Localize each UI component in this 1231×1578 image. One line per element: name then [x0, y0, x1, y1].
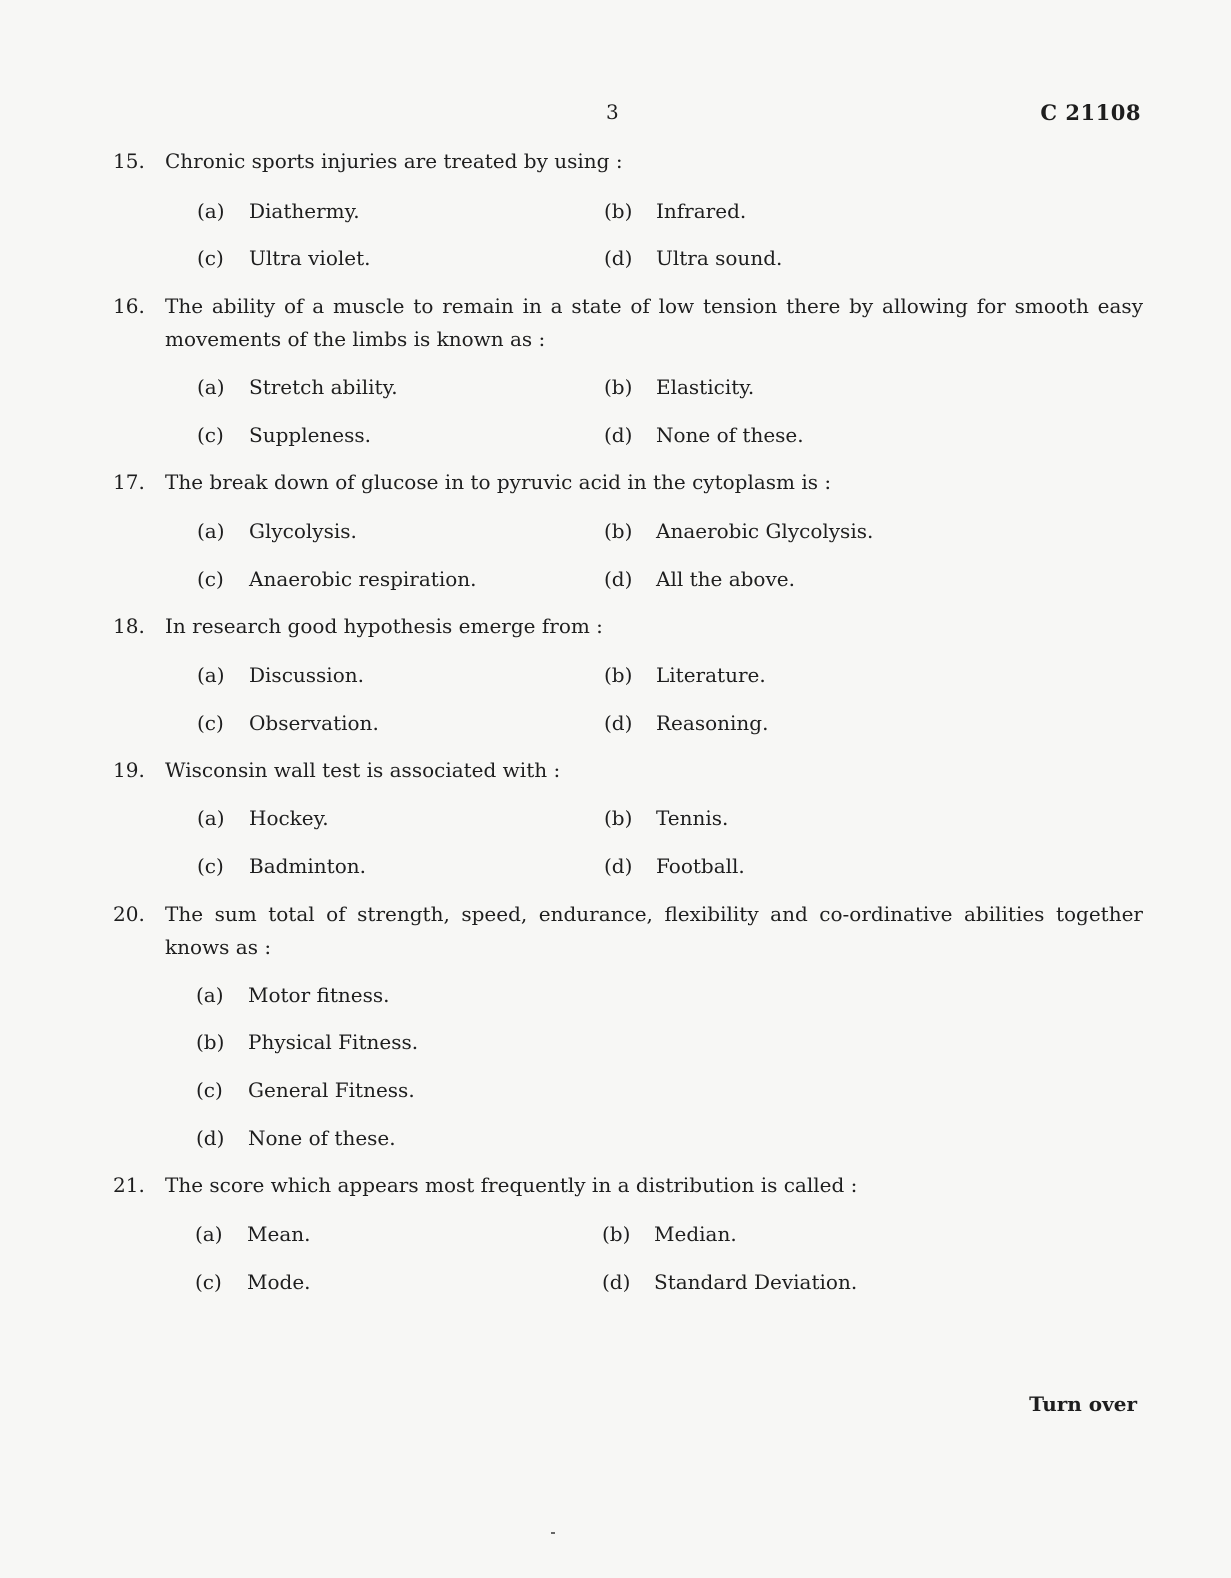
option-b — [604, 805, 728, 831]
option-d — [604, 566, 795, 592]
option-text: Suppleness. — [249, 423, 372, 447]
option-label: (a) — [197, 199, 225, 223]
question-number: 19. — [113, 758, 145, 782]
option-a — [197, 374, 398, 400]
option-c — [197, 710, 379, 736]
option-label: (c) — [197, 567, 224, 591]
option-text: Motor fitness. — [248, 983, 390, 1007]
option-label: (c) — [196, 1078, 223, 1102]
option-b — [604, 662, 766, 688]
option-label: (c) — [197, 246, 224, 270]
option-text: Hockey. — [249, 806, 329, 830]
option-text: Mean. — [247, 1222, 311, 1246]
paper-code: C 21108 — [1040, 100, 1141, 125]
option-b — [604, 518, 873, 544]
option-label: (b) — [604, 663, 633, 687]
option-label: (b) — [604, 375, 633, 399]
option-text: Anaerobic respiration. — [249, 567, 477, 591]
option-text: General Fitness. — [248, 1078, 415, 1102]
option-d — [602, 1269, 857, 1295]
option-c — [197, 245, 371, 271]
option-text: Mode. — [247, 1270, 311, 1294]
option-text: None of these. — [656, 423, 804, 447]
option-label: (a) — [197, 663, 225, 687]
option-label: (a) — [197, 519, 225, 543]
option-label: (a) — [196, 983, 224, 1007]
option-a — [197, 662, 364, 688]
question-21 — [113, 1169, 1143, 1202]
option-d — [604, 853, 745, 879]
option-label: (b) — [604, 806, 633, 830]
option-label: (b) — [196, 1030, 225, 1054]
question-number: 20. — [113, 902, 145, 926]
option-label: (d) — [604, 246, 633, 270]
question-text: In research good hypothesis emerge from : — [165, 614, 603, 638]
question-text: Chronic sports injuries are treated by using : — [165, 149, 623, 173]
question-text: Wisconsin wall test is associated with : — [165, 758, 561, 782]
page-number: 3 — [606, 100, 619, 124]
option-text: Standard Deviation. — [654, 1270, 858, 1294]
option-a — [197, 518, 357, 544]
option-text: Glycolysis. — [249, 519, 357, 543]
question-number: 15. — [113, 149, 145, 173]
option-text: Reasoning. — [656, 711, 769, 735]
option-b — [604, 374, 754, 400]
option-text: Infrared. — [656, 199, 747, 223]
option-a — [196, 982, 390, 1008]
question-text: The ability of a muscle to remain in a state of low tension there by allowing for smooth easy movements of the limbs is known as : — [165, 294, 1143, 351]
question-16 — [113, 290, 1143, 356]
option-text: Diathermy. — [249, 199, 360, 223]
question-text: The sum total of strength, speed, endurance, flexibility and co-ordinative abilities together knows as : — [165, 902, 1143, 959]
question-number: 17. — [113, 470, 145, 494]
option-label: (d) — [604, 423, 633, 447]
option-b — [604, 198, 746, 224]
option-text: Ultra violet. — [249, 246, 371, 270]
question-17 — [113, 466, 1143, 499]
option-label: (c) — [197, 854, 224, 878]
scan-speck — [551, 1532, 555, 1534]
option-b — [196, 1029, 418, 1055]
question-text: The score which appears most frequently in a distribution is called : — [165, 1173, 858, 1197]
option-d — [604, 245, 782, 271]
option-d — [604, 710, 768, 736]
option-label: (c) — [197, 711, 224, 735]
option-text: Elasticity. — [656, 375, 755, 399]
question-15 — [113, 145, 1143, 178]
option-text: Football. — [656, 854, 745, 878]
turn-over-label: Turn over — [1029, 1392, 1137, 1416]
question-18 — [113, 610, 1143, 643]
option-c — [197, 566, 477, 592]
option-text: Stretch ability. — [249, 375, 398, 399]
option-label: (d) — [604, 567, 633, 591]
option-d — [196, 1125, 396, 1151]
option-a — [195, 1221, 310, 1247]
option-d — [604, 422, 804, 448]
option-text: All the above. — [656, 567, 795, 591]
option-label: (d) — [604, 854, 633, 878]
option-text: Median. — [654, 1222, 737, 1246]
question-text: The break down of glucose in to pyruvic acid in the cytoplasm is : — [165, 470, 832, 494]
option-text: Literature. — [656, 663, 766, 687]
option-text: Discussion. — [249, 663, 364, 687]
option-a — [197, 198, 360, 224]
option-label: (b) — [604, 199, 633, 223]
question-20 — [113, 898, 1143, 964]
option-label: (c) — [197, 423, 224, 447]
option-c — [197, 853, 366, 879]
option-text: Ultra sound. — [656, 246, 783, 270]
option-c — [195, 1269, 311, 1295]
option-label: (d) — [602, 1270, 631, 1294]
question-number: 21. — [113, 1173, 145, 1197]
option-text: Physical Fitness. — [248, 1030, 419, 1054]
option-label: (c) — [195, 1270, 222, 1294]
option-label: (b) — [604, 519, 633, 543]
question-19 — [113, 754, 1143, 787]
option-text: None of these. — [248, 1126, 396, 1150]
option-c — [197, 422, 371, 448]
option-text: Observation. — [249, 711, 379, 735]
option-label: (d) — [196, 1126, 225, 1150]
option-a — [197, 805, 329, 831]
option-text: Badminton. — [249, 854, 366, 878]
option-label: (a) — [195, 1222, 223, 1246]
option-c — [196, 1077, 415, 1103]
question-number: 18. — [113, 614, 145, 638]
option-text: Anaerobic Glycolysis. — [656, 519, 874, 543]
option-label: (d) — [604, 711, 633, 735]
question-number: 16. — [113, 294, 145, 318]
option-label: (b) — [602, 1222, 631, 1246]
option-text: Tennis. — [656, 806, 729, 830]
option-label: (a) — [197, 375, 225, 399]
option-b — [602, 1221, 737, 1247]
option-label: (a) — [197, 806, 225, 830]
